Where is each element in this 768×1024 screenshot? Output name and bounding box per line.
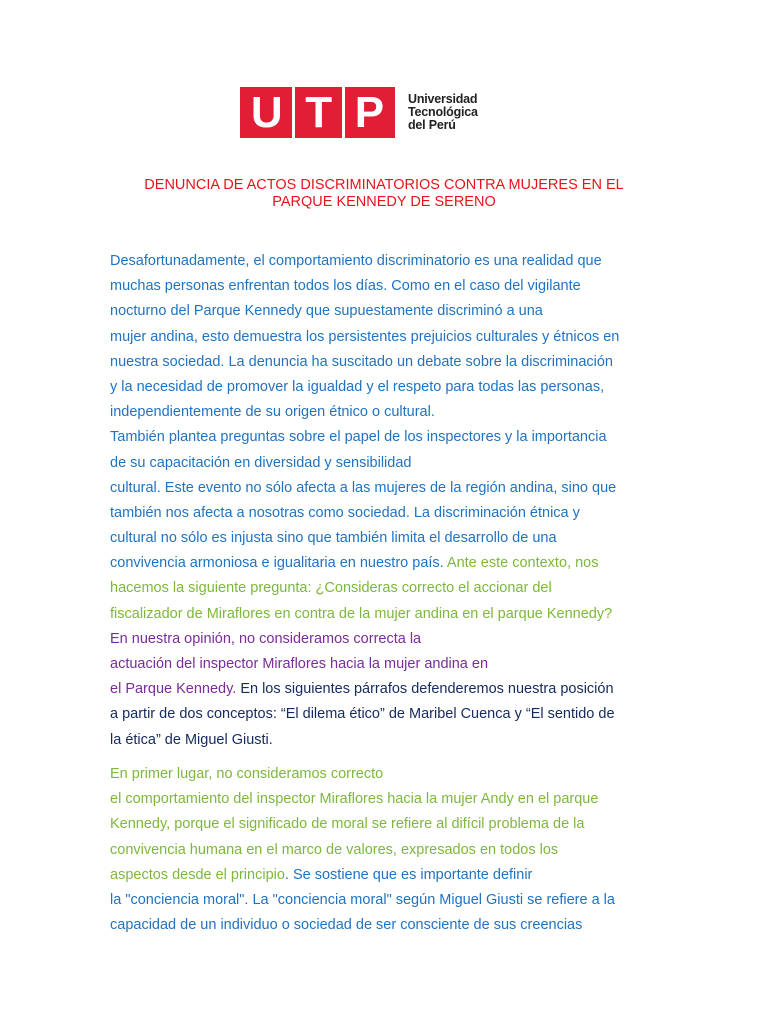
text-run: fiscalizador de Miraflores en contra de la mujer andina en el parque Kennedy?	[110, 605, 613, 622]
paragraph-line	[110, 762, 670, 787]
text-run: de su capacitación en diversidad y sensibilidad	[110, 454, 412, 471]
utp-logo-mark	[240, 87, 395, 138]
body-paragraph-1	[110, 249, 670, 753]
paragraph-line	[110, 576, 670, 601]
text-run: cultural no sólo es injusta sino que también limita el desarrollo de una	[110, 530, 557, 547]
text-run: Ante este contexto, nos	[446, 555, 599, 572]
text-run: actuación del inspector Miraflores hacia la mujer andina en	[110, 656, 489, 672]
paragraph-line	[110, 350, 670, 375]
paragraph-line	[110, 425, 670, 450]
text-run: Kennedy, porque el significado de moral se refiere al difícil problema de la	[110, 816, 585, 833]
paragraph-line	[110, 375, 670, 400]
title-line: PARQUE KENNEDY DE SERENO	[272, 194, 496, 210]
body-paragraph-2	[110, 762, 670, 938]
paragraph-line	[110, 652, 670, 677]
paragraph-line	[110, 787, 670, 812]
paragraph-line	[110, 838, 670, 863]
text-run: hacemos la siguiente pregunta: ¿Consideras correcto el accionar del	[110, 580, 552, 597]
paragraph-line	[110, 526, 670, 551]
paragraph-line	[110, 325, 670, 350]
paragraph-line	[110, 863, 670, 888]
text-run: a partir de dos conceptos: “El dilema ético” de Maribel Cuenca y “El sentido de	[110, 706, 615, 723]
text-run: convivencia armoniosa e igualitaria en nuestro país.	[110, 555, 447, 572]
paragraph-line	[110, 476, 670, 501]
paragraph-line	[110, 451, 670, 476]
paragraph-line	[110, 702, 670, 727]
text-run: mujer andina, esto demuestra los persistentes prejuicios culturales y étnicos en	[110, 328, 620, 345]
text-run: Desafortunadamente, el comportamiento discriminatorio es una realidad que	[110, 253, 602, 269]
text-run: cultural. Este evento no sólo afecta a las mujeres de la región andina, sino que	[110, 479, 617, 496]
paragraph-line	[110, 249, 670, 274]
paragraph-line	[110, 299, 670, 324]
text-run: En nuestra opinión, no consideramos correcta la	[110, 630, 422, 647]
paragraph-line	[110, 400, 670, 425]
text-run: convivencia humana en el marco de valores, expresados en todos los	[110, 841, 559, 858]
paragraph-line	[110, 913, 670, 938]
text-run: En primer lugar, no consideramos correcto	[110, 766, 384, 782]
utp-logo-wordmark	[408, 93, 478, 132]
paragraph-line	[110, 677, 670, 702]
text-run: aspectos desde el principio	[110, 866, 285, 883]
text-run: también nos afecta a nosotras como sociedad. La discriminación étnica y	[110, 504, 580, 521]
utp-logo	[240, 87, 478, 138]
logo-separator	[342, 87, 345, 138]
paragraph-line	[110, 551, 670, 576]
text-run: el comportamiento del inspector Miraflores hacia la mujer Andy en el parque	[110, 791, 599, 808]
paragraph-line	[110, 888, 670, 913]
text-run: . Se sostiene que es importante definir	[284, 866, 533, 883]
text-run: capacidad de un individuo o sociedad de ser consciente de sus creencias	[110, 917, 583, 934]
paragraph-line	[110, 501, 670, 526]
text-run: nocturno del Parque Kennedy que supuestamente discriminó a una	[110, 303, 543, 320]
paragraph-line	[110, 627, 670, 652]
logo-letter-u: U	[250, 88, 283, 137]
logo-line: Tecnológica	[408, 105, 478, 119]
logo-letter-t: T	[305, 88, 333, 137]
paragraph-line	[110, 728, 670, 753]
paragraph-line	[110, 274, 670, 299]
title-line: DENUNCIA DE ACTOS DISCRIMINATORIOS CONTRA MUJERES EN EL	[144, 177, 624, 193]
text-run: la ética” de Miguel Giusti.	[110, 731, 273, 748]
logo-separator	[292, 87, 295, 138]
text-run: nuestra sociedad. La denuncia ha suscitado un debate sobre la discriminación	[110, 353, 613, 370]
logo-letter-p: P	[354, 88, 385, 137]
text-run: el Parque Kennedy.	[110, 681, 237, 698]
paragraph-line	[110, 602, 670, 627]
text-run: la "conciencia moral". La "conciencia moral" según Miguel Giusti se refiere a la	[110, 891, 615, 908]
logo-line: del Perú	[408, 118, 456, 132]
text-run: En los siguientes párrafos defenderemos nuestra posición	[236, 681, 614, 698]
text-run: muchas personas enfrentan todos los días. Como en el caso del vigilante	[110, 278, 581, 295]
document-title	[110, 177, 658, 211]
text-run: y la necesidad de promover la igualdad y el respeto para todas las personas,	[110, 378, 605, 395]
text-run: También plantea preguntas sobre el papel de los inspectores y la importancia	[110, 429, 607, 446]
paragraph-line	[110, 812, 670, 837]
text-run: independientemente de su origen étnico o cultural.	[110, 404, 435, 421]
logo-line: Universidad	[408, 92, 478, 106]
